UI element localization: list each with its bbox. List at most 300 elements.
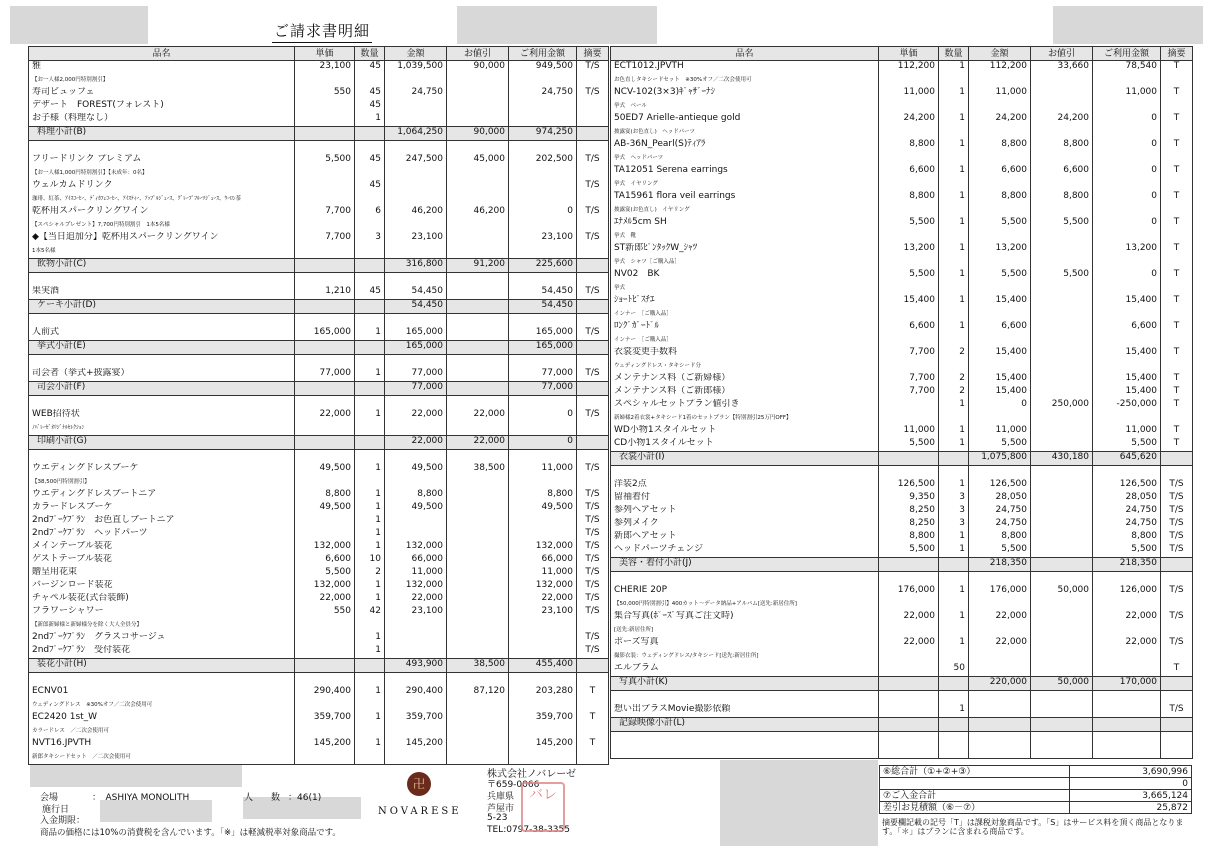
cell-summary: T <box>1161 399 1193 412</box>
cell-unit-price: 49,500 <box>295 463 355 476</box>
spacer-cell <box>1161 732 1193 746</box>
empty-cell <box>969 308 1031 321</box>
cell-summary: T/S <box>577 87 609 100</box>
empty-cell <box>879 412 939 425</box>
spacer-cell <box>1093 572 1161 586</box>
cell-discount: 46,200 <box>447 206 509 219</box>
spacer-row <box>29 314 609 328</box>
cell-summary: T/S <box>577 645 609 659</box>
empty-cell <box>969 256 1031 269</box>
line-item-row <box>29 154 609 167</box>
empty-cell <box>1093 412 1161 425</box>
cell-unit-price: 5,500 <box>295 567 355 580</box>
cell-usage: 13,200 <box>1093 243 1161 256</box>
cell-item: 2ndﾌﾟｰｹﾌﾟﾗﾝ ヘッドパーツ <box>29 528 295 541</box>
cell-amount: 8,800 <box>385 489 447 502</box>
cell-amount: 28,050 <box>969 492 1031 505</box>
cell-unit-price: 359,700 <box>295 712 355 725</box>
subtotal-disc <box>1031 558 1093 572</box>
empty-cell <box>1093 126 1161 139</box>
line-item-row <box>611 438 1193 452</box>
empty-cell <box>1031 624 1093 637</box>
empty-cell <box>577 259 609 273</box>
cell-amount <box>385 100 447 113</box>
company-address-1: 兵庫県 <box>487 792 515 802</box>
spacer-cell <box>385 450 447 464</box>
cell-summary: T <box>1161 425 1193 438</box>
cell-item: CHERIE 20P <box>611 585 879 598</box>
cell-summary: T <box>1161 217 1193 230</box>
cell-qty: 1 <box>939 544 969 558</box>
empty-cell <box>1161 308 1193 321</box>
item-note-row <box>29 193 609 206</box>
cell-qty: 45 <box>355 154 385 167</box>
empty-cell <box>879 308 939 321</box>
cell-item: ECT1012.JPVTH <box>611 61 879 75</box>
cell-unit-price: 22,000 <box>879 611 939 624</box>
cell-qty: 3 <box>939 518 969 531</box>
total-value: 0 <box>1070 778 1192 790</box>
cell-item: 留袖着付 <box>611 492 879 505</box>
subtotal-label: 飲物小計(C) <box>29 259 295 273</box>
spacer-cell <box>385 396 447 410</box>
cell-amount <box>385 180 447 193</box>
subtotal-label: 衣裳小計(I) <box>611 452 879 466</box>
empty-cell <box>295 74 355 87</box>
line-item-row <box>611 243 1193 256</box>
cell-unit-price: 7,700 <box>295 232 355 245</box>
cell-item: 寿司ビュッフェ <box>29 87 295 100</box>
cell-usage <box>509 645 577 659</box>
empty-cell <box>879 152 939 165</box>
empty-cell <box>969 412 1031 425</box>
subtotal-amount: 165,000 <box>385 341 447 355</box>
empty-cell <box>509 74 577 87</box>
item-note: [送先:新居住所] <box>611 624 879 637</box>
cell-unit-price <box>879 663 939 677</box>
empty-cell <box>355 619 385 632</box>
cell-usage: 165,000 <box>509 327 577 341</box>
empty-cell <box>509 751 577 765</box>
empty-cell <box>385 245 447 259</box>
spacer-cell <box>355 141 385 155</box>
line-item-row <box>29 645 609 659</box>
item-note: 【50,000円特別割引】400カット～データ納品+アルバム[送先:新居住所] <box>611 598 879 611</box>
empty-cell <box>385 725 447 738</box>
cell-amount: 8,800 <box>969 531 1031 544</box>
spacer-cell <box>385 141 447 155</box>
empty-cell <box>577 193 609 206</box>
empty-cell <box>577 74 609 87</box>
item-note-row <box>611 204 1193 217</box>
empty-cell <box>447 193 509 206</box>
cell-unit-price: 7,700 <box>295 206 355 219</box>
cell-qty: 1 <box>355 368 385 382</box>
empty-cell <box>879 360 939 373</box>
cell-item: ｼｮｰﾄﾋﾞｽﾁｴ <box>611 295 879 308</box>
cell-amount: 49,500 <box>385 502 447 515</box>
empty-cell <box>355 699 385 712</box>
spacer-cell <box>29 396 295 410</box>
subtotal-use <box>1093 718 1161 732</box>
empty-cell <box>577 476 609 489</box>
spacer-cell <box>509 314 577 328</box>
cell-summary: T <box>577 738 609 751</box>
empty-cell <box>1161 126 1193 139</box>
empty-cell <box>879 650 939 663</box>
empty-cell <box>295 476 355 489</box>
empty-cell <box>939 718 969 732</box>
col-header-item: 品名 <box>611 47 879 61</box>
cell-summary <box>577 113 609 127</box>
cell-discount <box>1031 637 1093 650</box>
cell-qty: 1 <box>939 217 969 230</box>
spacer-cell <box>611 466 879 480</box>
empty-cell <box>879 624 939 637</box>
line-item-row <box>29 327 609 341</box>
cell-item: 集合写真(ﾎﾟｰｽﾞ写真ご注文時) <box>611 611 879 624</box>
empty-cell <box>577 436 609 450</box>
document-title: ご請求書明細 <box>272 20 372 43</box>
cell-discount: 6,600 <box>1031 165 1093 178</box>
cell-item: WD小物1スタイルセット <box>611 425 879 438</box>
line-item-row <box>611 386 1193 399</box>
cell-amount <box>385 113 447 127</box>
spacer-row <box>611 691 1193 705</box>
spacer-cell <box>29 314 295 328</box>
spacer-cell <box>29 450 295 464</box>
cell-usage: 0 <box>1093 269 1161 282</box>
empty-cell <box>355 725 385 738</box>
cell-amount: 247,500 <box>385 154 447 167</box>
line-item-row <box>29 567 609 580</box>
spacer-cell <box>509 673 577 687</box>
empty-cell <box>1031 650 1093 663</box>
line-item-row <box>29 580 609 593</box>
cell-qty: 1 <box>939 611 969 624</box>
cell-usage: 15,400 <box>1093 373 1161 386</box>
subtotal-disc <box>447 382 509 396</box>
empty-cell <box>447 219 509 232</box>
cell-qty: 3 <box>355 232 385 245</box>
cell-discount: 50,000 <box>1031 585 1093 598</box>
empty-cell <box>355 341 385 355</box>
cell-amount: 24,750 <box>385 87 447 100</box>
subtotal-label: 美容・着付小計(J) <box>611 558 879 572</box>
subtotal-row <box>611 558 1193 572</box>
empty-cell <box>939 677 969 691</box>
item-note-row <box>29 74 609 87</box>
cell-amount: 11,000 <box>969 425 1031 438</box>
item-note-row <box>611 74 1193 87</box>
cell-summary: T/S <box>577 580 609 593</box>
empty-cell <box>355 659 385 673</box>
item-note: 珈琲、紅茶、ｱｲｽｺｰﾋｰ、ﾃﾞｨｶﾌｪｺｰﾋｰ、ｱｲｽﾃｨｰ、ｱｯﾌﾟﾙｼﾞｭｰｽ、ｸﾞﾚｰﾌﾟﾌﾙｰﾂｼﾞｭｰｽ、ｳｰﾛﾝ茶 <box>29 193 295 206</box>
cell-item: バージンロード装花 <box>29 580 295 593</box>
line-item-row <box>29 100 609 113</box>
line-item-row <box>29 541 609 554</box>
cell-discount <box>447 515 509 528</box>
empty-cell <box>1161 282 1193 295</box>
cell-discount <box>1031 347 1093 360</box>
cell-discount <box>447 286 509 300</box>
cell-summary: T/S <box>577 232 609 245</box>
cell-unit-price <box>295 645 355 659</box>
subtotal-row <box>611 452 1193 466</box>
subtotal-label: 装花小計(H) <box>29 659 295 673</box>
cell-usage <box>1093 663 1161 677</box>
empty-cell <box>385 219 447 232</box>
table-body-right <box>611 61 1193 759</box>
cell-amount: 165,000 <box>385 327 447 341</box>
cell-item: ゲストテーブル装花 <box>29 554 295 567</box>
empty-cell <box>447 74 509 87</box>
cell-amount: 54,450 <box>385 286 447 300</box>
cell-item: 雅 <box>29 61 295 75</box>
cell-qty: 1 <box>939 243 969 256</box>
cell-usage: 0 <box>1093 217 1161 230</box>
cell-unit-price: 8,250 <box>879 505 939 518</box>
cell-qty: 1 <box>355 712 385 725</box>
cell-usage: 66,000 <box>509 554 577 567</box>
cell-amount <box>385 515 447 528</box>
item-note-row <box>29 751 609 765</box>
cell-unit-price: 6,600 <box>879 165 939 178</box>
empty-cell <box>1031 152 1093 165</box>
cell-qty: 1 <box>939 139 969 152</box>
cell-amount: 24,200 <box>969 113 1031 126</box>
subtotal-amount: 218,350 <box>969 558 1031 572</box>
cell-qty: 1 <box>939 113 969 126</box>
cell-usage: 23,100 <box>509 606 577 619</box>
cell-unit-price: 7,700 <box>879 373 939 386</box>
empty-cell <box>295 725 355 738</box>
subtotal-row <box>611 677 1193 691</box>
cell-qty: 50 <box>939 663 969 677</box>
spacer-cell <box>447 314 509 328</box>
cell-item: TA12051 Serena earrings <box>611 165 879 178</box>
deposit-deadline-label: 入金期限： <box>40 816 86 826</box>
line-item-row <box>611 479 1193 492</box>
empty-cell <box>1031 256 1093 269</box>
table-body-left <box>29 61 609 765</box>
line-item-row <box>611 191 1193 204</box>
cell-qty: 1 <box>939 87 969 100</box>
subtotal-amount: 1,064,250 <box>385 127 447 141</box>
cell-discount: 45,000 <box>447 154 509 167</box>
spacer-cell <box>385 355 447 369</box>
subtotal-row <box>29 659 609 673</box>
subtotal-use: 645,620 <box>1093 452 1161 466</box>
empty-cell <box>1031 334 1093 347</box>
empty-cell <box>879 178 939 191</box>
cell-qty: 1 <box>939 165 969 178</box>
empty-cell <box>509 422 577 436</box>
logo-mark-icon: 卍 <box>407 772 431 796</box>
spacer-cell <box>577 355 609 369</box>
cell-qty: 1 <box>939 585 969 598</box>
cell-summary: T/S <box>577 489 609 502</box>
cell-summary: T/S <box>1161 611 1193 624</box>
cell-amount: 24,750 <box>969 518 1031 531</box>
empty-cell <box>969 152 1031 165</box>
item-note: ﾉﾊﾞﾚｰｾﾞｵﾘｼﾞﾅﾙｾﾚｸｼｮﾝ <box>29 422 295 436</box>
empty-cell <box>969 650 1031 663</box>
line-item-row <box>29 528 609 541</box>
subtotal-disc <box>447 300 509 314</box>
line-item-row <box>611 492 1193 505</box>
spacer-cell <box>577 273 609 287</box>
empty-cell <box>355 245 385 259</box>
item-note: ウェディングドレス・タキシード分 <box>611 360 879 373</box>
empty-cell <box>577 341 609 355</box>
empty-cell <box>385 751 447 765</box>
col-header-discount: お値引 <box>1031 47 1093 61</box>
line-item-row <box>611 139 1193 152</box>
cell-amount: 5,500 <box>969 544 1031 558</box>
col-header-amount: 金額 <box>385 47 447 61</box>
guests-label: 人 数 <box>244 793 281 803</box>
totals-table <box>879 765 1192 814</box>
spacer-cell <box>447 396 509 410</box>
col-header-unit-price: 単価 <box>879 47 939 61</box>
cell-amount: 13,200 <box>969 243 1031 256</box>
item-note: インナー ［ご購入品］ <box>611 334 879 347</box>
cell-item: 洋装2点 <box>611 479 879 492</box>
spacer-cell <box>1093 732 1161 746</box>
item-note: 挙式 ベール <box>611 100 879 113</box>
cell-unit-price: 5,500 <box>879 217 939 230</box>
item-note-row <box>611 412 1193 425</box>
item-note-row <box>611 282 1193 295</box>
cell-qty: 1 <box>355 327 385 341</box>
item-note: 【38,500円特別割引】 <box>29 476 295 489</box>
spacer-cell <box>295 141 355 155</box>
empty-cell <box>939 230 969 243</box>
invoice-table-left <box>28 46 609 765</box>
subtotal-label: 印刷小計(G) <box>29 436 295 450</box>
line-item-row <box>29 113 609 127</box>
empty-cell <box>355 300 385 314</box>
line-item-row <box>611 611 1193 624</box>
cell-unit-price: 6,600 <box>879 321 939 334</box>
cell-unit-price: 8,800 <box>879 191 939 204</box>
line-item-row <box>611 518 1193 531</box>
line-item-row <box>29 232 609 245</box>
cell-summary: T <box>1161 61 1193 75</box>
cell-amount: 49,500 <box>385 463 447 476</box>
cell-unit-price <box>295 180 355 193</box>
cell-amount: 145,200 <box>385 738 447 751</box>
subtotal-disc <box>447 341 509 355</box>
empty-cell <box>295 619 355 632</box>
spacer-row <box>611 572 1193 586</box>
empty-cell <box>1161 256 1193 269</box>
line-item-row <box>29 489 609 502</box>
cell-item: 2ndﾌﾟｰｹﾌﾟﾗﾝ グラスコサージュ <box>29 632 295 645</box>
empty-cell <box>295 245 355 259</box>
cell-summary: T/S <box>1161 704 1193 718</box>
spacer-row <box>611 466 1193 480</box>
empty-cell <box>1093 334 1161 347</box>
spacer-cell <box>355 450 385 464</box>
empty-cell <box>577 619 609 632</box>
cell-item: 贈呈用花束 <box>29 567 295 580</box>
cell-summary: T/S <box>577 206 609 219</box>
cell-unit-price: 132,000 <box>295 541 355 554</box>
cell-discount <box>447 541 509 554</box>
cell-item: AB-36N_Pearl(S)ﾃｨｱﾗ <box>611 139 879 152</box>
item-note: 【お一人様1,000円特別割引】【未成年：0名】 <box>29 167 295 180</box>
cell-usage: 11,000 <box>509 567 577 580</box>
cell-unit-price: 22,000 <box>879 637 939 650</box>
cell-item: 参列メイク <box>611 518 879 531</box>
cell-summary: T/S <box>1161 505 1193 518</box>
cell-unit-price: 126,500 <box>879 479 939 492</box>
line-item-row <box>611 217 1193 230</box>
cell-usage: 0 <box>509 206 577 219</box>
empty-cell <box>879 598 939 611</box>
item-note: ウェディングドレス ※30%オフ／二次会使用可 <box>29 699 295 712</box>
cell-unit-price <box>295 100 355 113</box>
empty-cell <box>939 412 969 425</box>
item-note: 新郎タキシードセット ／二次会使用可 <box>29 751 295 765</box>
cell-item: ST新郎ﾋﾟﾝﾀｯｸW_ｼｬﾂ <box>611 243 879 256</box>
cell-usage: 126,500 <box>1093 479 1161 492</box>
subtotal-disc: 50,000 <box>1031 677 1093 691</box>
cell-item: メンテナンス料（ご新婦様） <box>611 373 879 386</box>
cell-item: WEB招待状 <box>29 409 295 422</box>
cell-usage: 6,600 <box>1093 321 1161 334</box>
empty-cell <box>969 126 1031 139</box>
cell-qty: 2 <box>939 347 969 360</box>
cell-discount <box>447 368 509 382</box>
cell-amount: 132,000 <box>385 541 447 554</box>
cell-discount <box>447 580 509 593</box>
empty-cell <box>577 300 609 314</box>
empty-cell <box>1161 598 1193 611</box>
empty-cell <box>969 204 1031 217</box>
subtotal-use: 218,350 <box>1093 558 1161 572</box>
cell-qty: 42 <box>355 606 385 619</box>
spacer-cell <box>611 691 879 705</box>
cell-qty: 1 <box>355 528 385 541</box>
cell-amount: 66,000 <box>385 554 447 567</box>
cell-qty: 10 <box>355 554 385 567</box>
cell-item: 2ndﾌﾟｰｹﾌﾟﾗﾝ お色直しブートニア <box>29 515 295 528</box>
col-header-summary: 摘要 <box>1161 47 1193 61</box>
item-note: 撮影衣装：ウェディングドレス/タキシード[送先:新居住所] <box>611 650 879 663</box>
empty-cell <box>1031 230 1093 243</box>
spacer-cell <box>355 396 385 410</box>
cell-amount: 359,700 <box>385 712 447 725</box>
empty-cell <box>969 334 1031 347</box>
cell-usage: 132,000 <box>509 580 577 593</box>
spacer-cell <box>879 572 939 586</box>
empty-cell <box>939 100 969 113</box>
cell-amount: 22,000 <box>969 637 1031 650</box>
cell-discount <box>447 528 509 541</box>
spacer-cell <box>355 355 385 369</box>
cell-discount <box>1031 479 1093 492</box>
empty-cell <box>879 677 939 691</box>
col-header-summary: 摘要 <box>577 47 609 61</box>
spacer-cell <box>385 273 447 287</box>
cell-usage <box>1093 704 1161 718</box>
cell-item: 果実酒 <box>29 286 295 300</box>
cell-summary: T/S <box>577 327 609 341</box>
cell-item: ECNV01 <box>29 686 295 699</box>
